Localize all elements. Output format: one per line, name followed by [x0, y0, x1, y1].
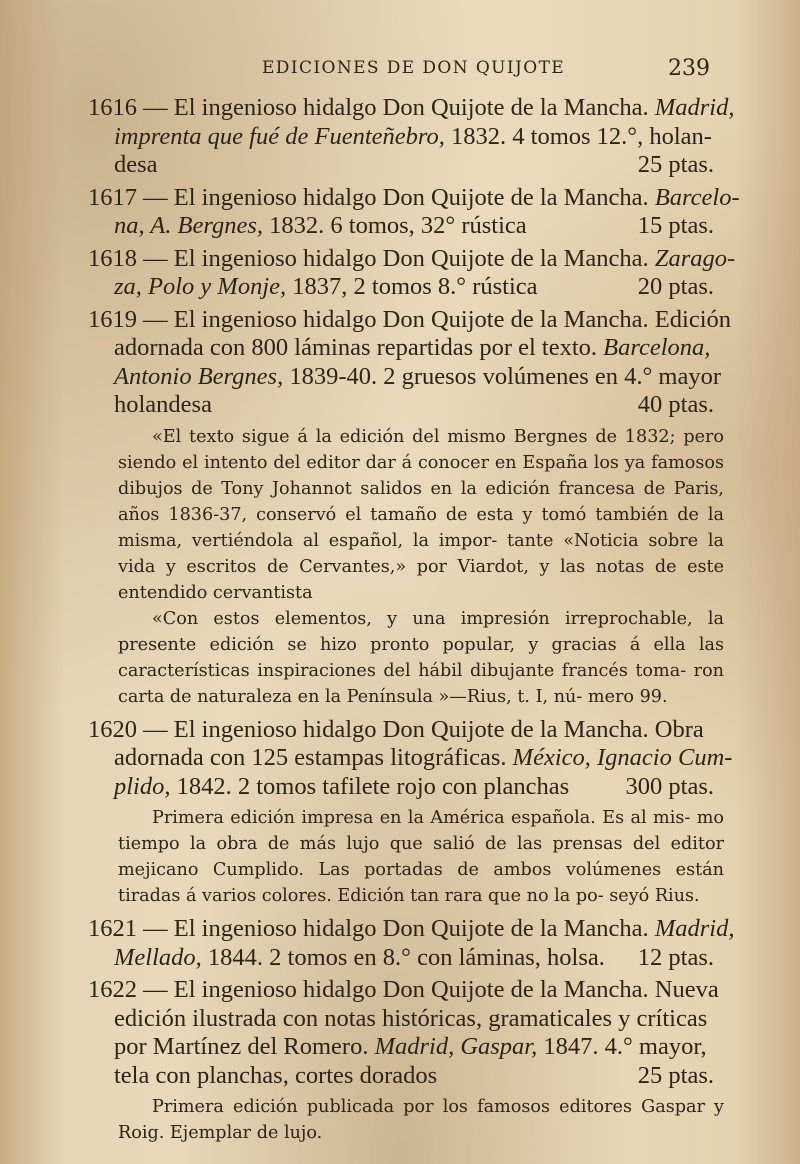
page-header — [150, 44, 710, 84]
entry-publisher: imprenta que fué de Fuenteñebro, — [114, 122, 445, 150]
entry-place: Barcelo- — [654, 183, 740, 211]
entry-publisher: plido, — [114, 772, 171, 800]
entry-text: adornada con 800 láminas repartidas por el texto. — [114, 334, 598, 361]
entry-place: Madrid, Gaspar, — [374, 1033, 538, 1060]
catalog-entry-1616 — [88, 94, 735, 180]
catalog-entry-1621 — [88, 915, 735, 972]
catalog-entry-1619 — [88, 305, 732, 420]
entry-publisher: Mellado, — [114, 943, 202, 971]
entry-text: 1617 — El ingenioso hidalgo Don Quijote de la Mancha. — [88, 183, 649, 211]
entry-note-1620 — [88, 805, 724, 909]
entry-text: 1616 — El ingenioso hidalgo Don Quijote de la Mancha. — [88, 94, 649, 121]
entry-text: 1620 — El ingenioso hidalgo Don Quijote de la Mancha. Obra — [88, 715, 704, 743]
entry-text: por Martínez del Romero. — [114, 1033, 369, 1060]
entry-text: 1832. 6 tomos, 32° rústica — [269, 212, 527, 239]
note-paragraph: «Con estos elementos, y una impresión irreprochable, la presente edición se hizo pronto popular, y gracias á ella las características inspiraciones del hábil dibujante francés toma- ron carta de naturaleza en la Península »—Rius, t. I, nú- mero 99. — [118, 608, 724, 707]
entry-place: Barcelona, — [603, 334, 711, 361]
entry-text: 1842. 2 tomos tafilete rojo con planchas — [176, 772, 570, 800]
entry-text: edición ilustrada con notas históricas, gramaticales y críticas — [114, 1004, 708, 1032]
entry-text: 1847. 4.° mayor, — [543, 1033, 707, 1060]
entry-text: 1837, 2 tomos 8.° rústica — [292, 273, 538, 300]
entry-text: tela con planchas, cortes dorados — [114, 1061, 438, 1089]
entry-publisher: na, A. Bergnes, — [114, 212, 264, 239]
entry-price: 25 ptas. — [637, 1061, 714, 1089]
entry-text: 1832. 4 tomos 12.°, holan- — [451, 122, 712, 150]
entry-price: 15 ptas. — [637, 212, 714, 239]
note-paragraph: Primera edición publicada por los famosos editores Gaspar y Roig. Ejemplar de lujo. — [118, 1097, 724, 1143]
entry-text: desa — [114, 151, 158, 178]
catalog-entry-1618 — [88, 244, 736, 302]
entry-note-1619 — [88, 424, 724, 710]
entry-text: holandesa — [114, 391, 212, 418]
entry-text: 1618 — El ingenioso hidalgo Don Quijote de la Mancha. — [88, 244, 649, 272]
entry-place: Zarago- — [654, 244, 736, 272]
catalog-entry-1617 — [88, 183, 740, 241]
page-number: 239 — [668, 56, 710, 81]
entry-note-1622 — [88, 1094, 724, 1146]
running-title: EDICIONES DE DON QUIJOTE — [262, 58, 566, 78]
catalog-entry-1620 — [88, 715, 733, 802]
entry-price: 12 ptas. — [637, 943, 714, 971]
entry-price: 20 ptas. — [637, 273, 714, 300]
entry-price: 300 ptas. — [625, 772, 714, 800]
entry-place: México, Ignacio Cum- — [512, 744, 733, 771]
entry-text: 1844. 2 tomos en 8.° con láminas, holsa. — [207, 943, 605, 971]
note-paragraph: «El texto sigue á la edición del mismo Bergnes de 1832; pero siendo el intento del editor dar á conocer en España los ya famosos dibujos de Tony Johannot salidos en la edición francesa de Paris, años 1836-37, conservó el tamaño de esta y tomó también de la misma, vertiéndola al español, la impor- tante «Noticia sobre la vida y escritos de Cervantes,» por Viardot, y las notas de este entendido cervantista — [118, 426, 724, 603]
note-paragraph: Primera edición impresa en la América española. Es al mis- mo tiempo la obra de más lujo que salió de las prensas del editor mejicano Cumplido. Las portadas de ambos volúmenes están tiradas á varios colores. Edición tan rara que no la po- seyó Rius. — [118, 808, 724, 906]
catalog-entry-1622 — [88, 976, 724, 1090]
entry-text: 1621 — El ingenioso hidalgo Don Quijote de la Mancha. — [88, 915, 649, 942]
entry-publisher: za, Polo y Monje, — [114, 273, 287, 300]
entry-text: 1619 — El ingenioso hidalgo Don Quijote de la Mancha. Edición — [88, 305, 732, 333]
entry-text: 1622 — El ingenioso hidalgo Don Quijote de la Mancha. Nueva — [88, 976, 719, 1003]
entry-place: Madrid, — [654, 94, 735, 121]
entry-place: Madrid, — [654, 915, 735, 942]
entry-text: adornada con 125 estampas litográficas. — [114, 744, 507, 771]
entry-price: 25 ptas. — [637, 151, 714, 178]
entry-price: 40 ptas. — [637, 391, 714, 418]
entry-text: 1839-40. 2 gruesos volúmenes en 4.° mayor — [289, 362, 721, 390]
catalog-entries — [88, 94, 740, 1152]
entry-publisher: Antonio Bergnes, — [114, 362, 284, 390]
